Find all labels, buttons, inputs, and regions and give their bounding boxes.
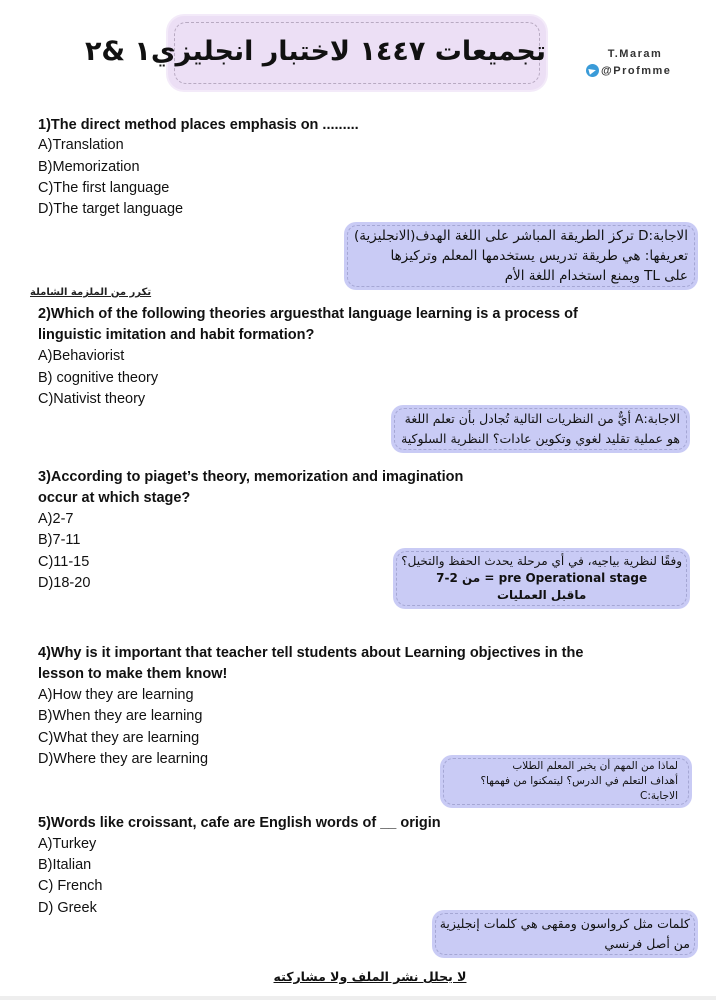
answer-line: pre Operational stage = من 2-7: [436, 571, 648, 585]
question-5: 5)Words like croissant, cafe are English words of __ origin: [38, 815, 441, 831]
telegram-handle: [586, 64, 671, 77]
bottom-divider: [0, 996, 716, 1000]
option: B)Italian: [38, 857, 92, 873]
option: B)7-11: [38, 532, 81, 548]
page-title: تجميعات ١٤٤٧ لاختبار انجليزي١ &٢: [84, 36, 546, 67]
answer-box-1: [344, 222, 698, 290]
answer-line: هو عملية تقليد لغوي وتكوين عادات؟ النظرية السلوكية: [401, 431, 680, 446]
option: A)2-7: [38, 511, 74, 527]
question-line: occur at which stage?: [38, 490, 191, 506]
option: A)Behaviorist: [38, 348, 125, 364]
answer-line: الاجابة:A أيٌّ من النظريات التالية تُجادل بأن تعلم اللغة: [404, 411, 680, 426]
option: B)Memorization: [38, 159, 140, 175]
answer-line: الاجابة:D تركز الطريقة المباشر على اللغة الهدف(الانجليزية): [354, 228, 688, 244]
option: A)How they are learning: [38, 687, 194, 703]
option: C)What they are learning: [38, 730, 200, 746]
option: A)Turkey: [38, 836, 97, 852]
option: D)18-20: [38, 575, 91, 591]
option: D)The target language: [38, 201, 184, 217]
answer-line: الاجابة:C: [639, 790, 678, 802]
option: C)The first language: [38, 180, 170, 196]
option: D)Where they are learning: [38, 751, 209, 767]
repeated-note: تكرر من الملزمة الشاملة: [30, 287, 152, 298]
answer-line: أهداف التعلم في الدرس؟ ليتمكنوا من فهمها؟: [480, 775, 678, 787]
footer-notice: لا يحلل نشر الملف ولا مشاركته: [273, 969, 467, 984]
answer-box-5: [432, 910, 698, 958]
answer-line: كلمات مثل كرواسون ومقهى هي كلمات إنجليزية: [439, 916, 690, 931]
answer-line: ماقبل العمليات: [496, 588, 587, 602]
answer-box-4: [440, 755, 692, 808]
option: C) French: [38, 878, 103, 894]
question-line: 4)Why is it important that teacher tell students about Learning objectives in the: [38, 645, 584, 661]
question-1: 1)The direct method places emphasis on .........: [38, 117, 359, 133]
answer-box-2: [391, 405, 690, 453]
author-name: T.Maram: [607, 48, 663, 60]
title-banner: [84, 16, 546, 90]
option: A)Translation: [38, 137, 124, 153]
telegram-icon: [586, 64, 599, 77]
option: B)When they are learning: [38, 708, 203, 724]
option: C)11-15: [38, 554, 90, 570]
question-line: lesson to make them know!: [38, 666, 228, 682]
answer-line: على TL ويمنع استخدام اللغة الأم: [504, 268, 688, 284]
question-line: 3)According to piaget’s theory, memorization and imagination: [38, 469, 464, 485]
option: B) cognitive theory: [38, 370, 159, 386]
question-line: 2)Which of the following theories arguesthat language learning is a process of: [38, 306, 578, 322]
answer-line: من أصل فرنسي: [604, 936, 690, 951]
option: C)Nativist theory: [38, 391, 146, 407]
answer-line: لماذا من المهم أن يخبر المعلم الطلاب: [512, 760, 678, 772]
option: D) Greek: [38, 900, 97, 916]
question-line: linguistic imitation and habit formation?: [38, 327, 315, 343]
question-2: [38, 304, 578, 346]
question-3: [38, 467, 463, 509]
answer-box-3: [393, 548, 690, 609]
handle-text: @Profmme: [601, 64, 672, 77]
question-4: [38, 643, 583, 685]
answer-line: وفقًا لنظرية بياجيه، في أي مرحلة يحدث الحفظ والتخيل؟: [401, 554, 682, 568]
answer-line: تعريفها: هي طريقة تدريس يستخدمها المعلم وتركيزها: [390, 248, 688, 264]
